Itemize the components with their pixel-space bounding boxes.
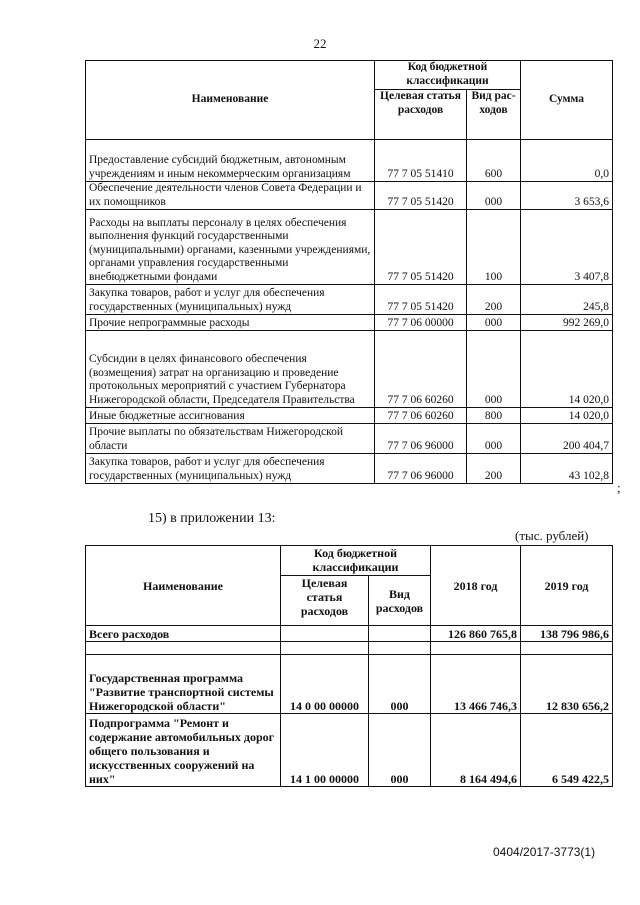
units-label: (тыс. рублей)	[515, 528, 589, 543]
row-target: 77 7 06 96000	[375, 424, 467, 454]
row-2019: 6 549 422,5	[521, 714, 613, 787]
header-target: Целевая статья расходов	[281, 576, 369, 626]
row-target: 77 7 06 96000	[375, 454, 467, 484]
row-kind: 100	[467, 210, 521, 285]
row-name: Закупка товаров, работ и услуг для обеспечения государственных (муниципальных) нужд	[86, 454, 375, 484]
total-target	[281, 626, 369, 642]
header-2019: 2019 год	[521, 546, 613, 626]
row-kind: 000	[467, 182, 521, 210]
row-sum: 14 020,0	[521, 408, 613, 424]
page-number: 22	[313, 36, 327, 51]
row-sum: 200 404,7	[521, 424, 613, 454]
header-name: Наименование	[86, 546, 281, 626]
header-target: Целевая статья расходов	[375, 90, 467, 140]
row-name: Расходы на выплаты персоналу в целях обеспечения выполнения функций государственными (муниципальными) органами, казенными учреждениями, органами управления государственными внебюджетными фондами	[86, 210, 375, 285]
header-sum: Сумма	[521, 61, 613, 140]
header-code-group: Код бюджетной классификации	[281, 546, 431, 576]
total-kind	[369, 626, 431, 642]
table-row	[86, 655, 613, 714]
header-code-group: Код бюджетной классификации	[375, 61, 521, 90]
row-target: 77 7 05 51420	[375, 285, 467, 315]
total-row	[86, 626, 613, 642]
table-row	[86, 210, 613, 285]
row-name: Субсидии в целях финансового обеспечения (возмещения) затрат на организацию и проведение протокольных мероприятий с участием Губернатора Нижегородской области, Председателя Правительства	[86, 331, 375, 408]
row-name: Прочие выплаты по обязательствам Нижегородской области	[86, 424, 375, 454]
row-name: Закупка товаров, работ и услуг для обеспечения государственных (муниципальных) нужд	[86, 285, 375, 315]
table-row	[86, 454, 613, 484]
table-row	[86, 140, 613, 182]
header-2018: 2018 год	[431, 546, 521, 626]
row-kind: 000	[369, 714, 431, 787]
total-2019: 138 796 986,6	[521, 626, 613, 642]
row-sum: 245,8	[521, 285, 613, 315]
header-kind: Вид рас-ходов	[467, 90, 521, 140]
header-kind: Вид расходов	[369, 576, 431, 626]
row-sum: 14 020,0	[521, 331, 613, 408]
row-2018: 8 164 494,6	[431, 714, 521, 787]
table-row	[86, 714, 613, 787]
row-kind: 000	[369, 655, 431, 714]
row-kind: 000	[467, 315, 521, 331]
budget-table-continued	[85, 60, 613, 484]
row-target: 14 1 00 00000	[281, 714, 369, 787]
table-row	[86, 424, 613, 454]
row-target: 77 7 05 51420	[375, 182, 467, 210]
total-name: Всего расходов	[86, 626, 281, 642]
table-row	[86, 285, 613, 315]
row-name: Прочие непрограммные расходы	[86, 315, 375, 331]
row-name: Государственная программа "Развитие транспортной системы Нижегородской области"	[86, 655, 281, 714]
row-sum: 3 653,6	[521, 182, 613, 210]
row-sum: 0,0	[521, 140, 613, 182]
total-2018: 126 860 765,8	[431, 626, 521, 642]
table-row	[86, 315, 613, 331]
row-name: Обеспечение деятельности членов Совета Федерации и их помощников	[86, 182, 375, 210]
row-sum: 43 102,8	[521, 454, 613, 484]
header-name: Наименование	[86, 61, 375, 140]
document-code: 0404/2017-3773(1)	[493, 845, 596, 859]
row-sum: 3 407,8	[521, 210, 613, 285]
row-target: 77 7 05 51410	[375, 140, 467, 182]
row-2018: 13 466 746,3	[431, 655, 521, 714]
row-kind: 200	[467, 285, 521, 315]
row-name: Подпрограмма "Ремонт и содержание автомобильных дорог общего пользования и искусственных сооружений на них"	[86, 714, 281, 787]
row-sum: 992 269,0	[521, 315, 613, 331]
row-kind: 000	[467, 331, 521, 408]
row-target: 77 7 06 60260	[375, 408, 467, 424]
row-target: 14 0 00 00000	[281, 655, 369, 714]
semicolon: ;	[617, 480, 621, 495]
row-kind: 600	[467, 140, 521, 182]
table-row	[86, 182, 613, 210]
section-title: 15) в приложении 13:	[148, 511, 276, 526]
row-kind: 200	[467, 454, 521, 484]
row-target: 77 7 05 51420	[375, 210, 467, 285]
row-kind: 800	[467, 408, 521, 424]
row-kind: 000	[467, 424, 521, 454]
table-row	[86, 331, 613, 408]
row-target: 77 7 06 00000	[375, 315, 467, 331]
spacer-row	[86, 642, 613, 655]
row-name: Предоставление субсидий бюджетным, автономным учреждениям и иным некоммерческим организациям	[86, 140, 375, 182]
table-row	[86, 408, 613, 424]
appendix-13-table	[85, 545, 613, 787]
row-name: Иные бюджетные ассигнования	[86, 408, 375, 424]
row-2019: 12 830 656,2	[521, 655, 613, 714]
row-target: 77 7 06 60260	[375, 331, 467, 408]
